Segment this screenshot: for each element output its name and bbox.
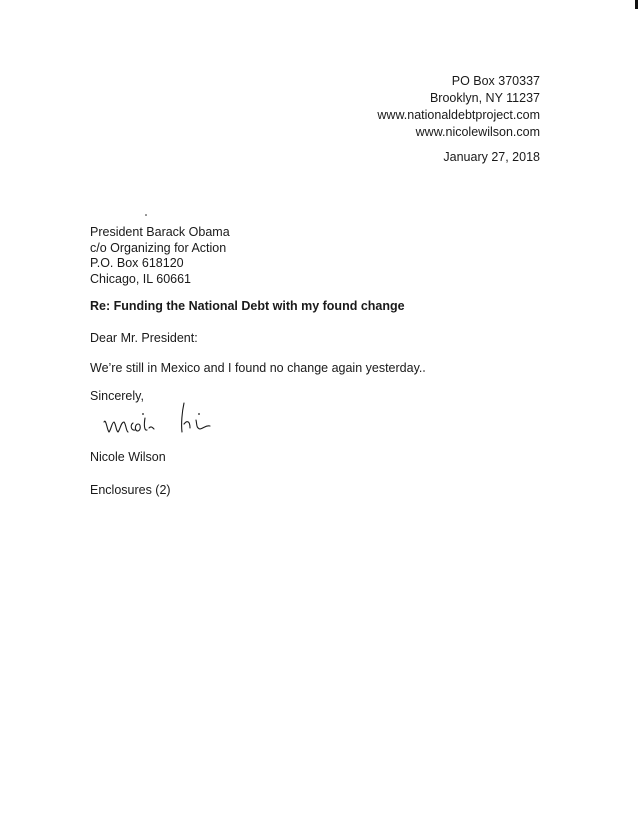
- recipient-name: President Barack Obama: [90, 225, 230, 239]
- salutation: Dear Mr. President:: [90, 331, 198, 345]
- sender-city: Brooklyn, NY 11237: [429, 91, 540, 105]
- scan-speck: [145, 214, 147, 216]
- letter-date: January 27, 2018: [443, 150, 540, 164]
- subject-line: Re: Funding the National Debt with my found change: [90, 299, 405, 313]
- sender-address-block: [377, 73, 540, 141]
- handwritten-signature: [100, 398, 250, 440]
- recipient-organization: c/o Organizing for Action: [90, 240, 227, 255]
- recipient-city: Chicago, IL 60661: [90, 271, 192, 286]
- enclosures-note: Enclosures (2): [90, 483, 171, 497]
- recipient-po-box: P.O. Box 618120: [90, 256, 184, 270]
- scan-speck: [423, 370, 425, 372]
- sender-website-1: www.nationaldebtproject.com: [377, 108, 540, 122]
- sender-website-2: www.nicolewilson.com: [415, 125, 540, 139]
- letter-body: We’re still in Mexico and I found no change again yesterday.: [90, 361, 423, 375]
- recipient-address-block: [90, 225, 230, 287]
- signer-name: Nicole Wilson: [90, 450, 166, 464]
- sender-po-box: PO Box 370337: [451, 74, 540, 88]
- closing: Sincerely,: [90, 389, 144, 403]
